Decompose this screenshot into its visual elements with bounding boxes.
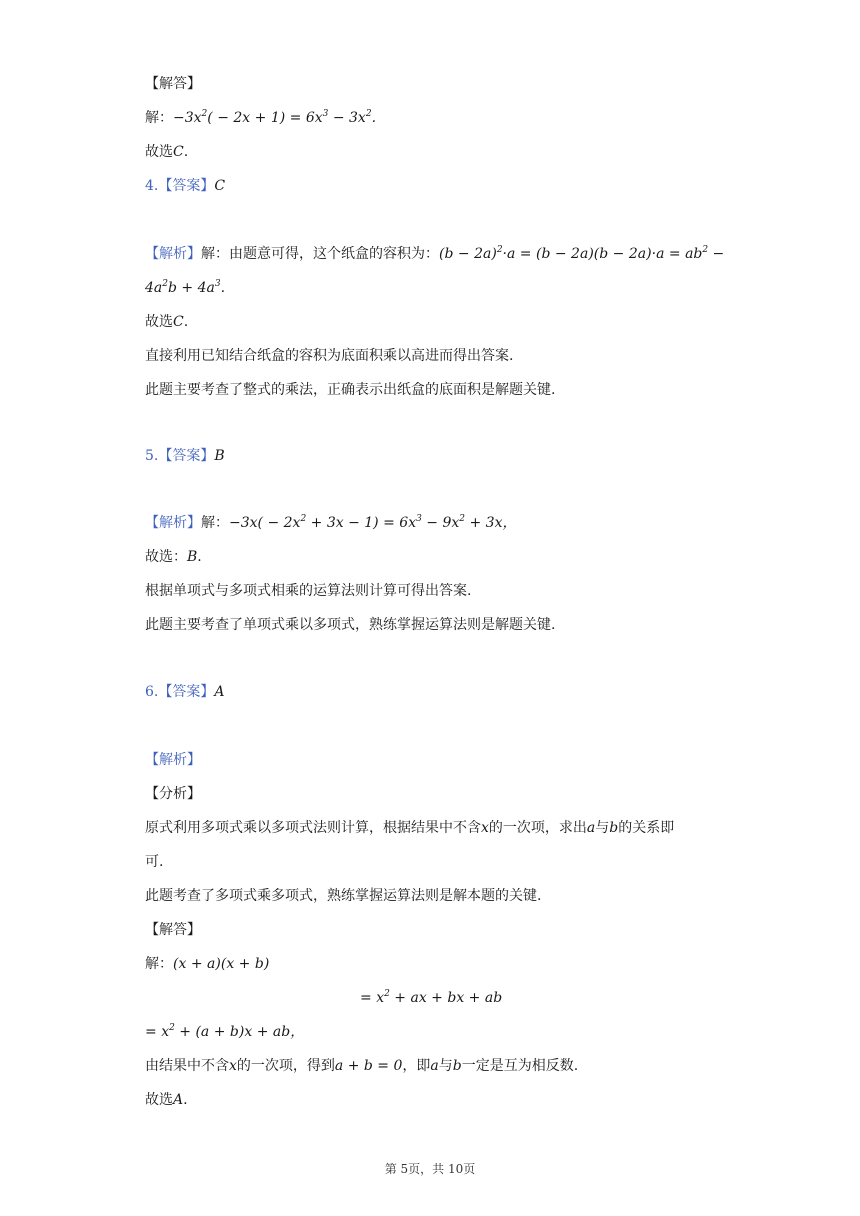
var-a: a bbox=[430, 1058, 439, 1074]
q4-answer-line bbox=[145, 176, 225, 196]
var-x: x bbox=[481, 820, 489, 836]
q5-choice-letter: B bbox=[187, 549, 198, 565]
page-footer: 第 5页，共 10页 bbox=[384, 1162, 476, 1176]
q6-solution-line-2 bbox=[360, 988, 502, 1008]
q5-jiexi-tag: 【解析】 bbox=[145, 515, 201, 531]
period: . bbox=[197, 549, 202, 565]
q5-answer-letter: B bbox=[214, 448, 225, 464]
q4-jiexi-tag: 【解析】 bbox=[145, 246, 201, 262]
var-b: b bbox=[609, 820, 619, 836]
q4-analysis-text: 解：由题意可得，这个纸盒的容积为： bbox=[201, 246, 439, 262]
q6-answer-letter: A bbox=[214, 684, 225, 700]
text: 与 bbox=[438, 1058, 453, 1074]
q4-answer-letter: C bbox=[214, 178, 226, 194]
q6-math-3: = $x^2 + (a + b)x$ + ab， bbox=[145, 1023, 305, 1040]
label-jie: 解： bbox=[145, 956, 173, 972]
var-x: x bbox=[229, 1058, 237, 1074]
period: . bbox=[183, 144, 189, 160]
q6-answer-tag: 【答案】 bbox=[158, 684, 215, 700]
var-a: a bbox=[586, 820, 596, 836]
q6-number: 6. bbox=[145, 684, 159, 700]
text: 的关系即 bbox=[618, 820, 675, 836]
q5-answer-line bbox=[145, 446, 225, 466]
heading-jieda: 【解答】 bbox=[145, 76, 201, 92]
text: 的一次项，求出 bbox=[488, 820, 587, 836]
text: 的一次项，得到 bbox=[236, 1058, 335, 1074]
label-guxuan: 故选 bbox=[145, 144, 173, 160]
q6-choice-letter: A bbox=[173, 1092, 184, 1108]
q6-solution-line-4 bbox=[145, 1056, 578, 1076]
text: 原式利用多项式乘以多项式法则计算，根据结果中不含 bbox=[145, 820, 481, 836]
q4-math-2: $4a^2b + 4a^3$. bbox=[145, 279, 226, 296]
q4-choice-line bbox=[145, 312, 188, 332]
q4-analysis-line-2 bbox=[145, 278, 225, 298]
q6-choice-line bbox=[145, 1090, 188, 1110]
text: 一定是互为相反数. bbox=[461, 1058, 579, 1074]
text: 由结果中不含 bbox=[145, 1058, 229, 1074]
q6-summary-text: 此题考查了多项式乘多项式，熟练掌握运算法则是解本题的关键. bbox=[145, 888, 542, 904]
q5-summary-text: 此题主要考查了单项式乘以多项式，熟练掌握运算法则是解题关键. bbox=[145, 617, 556, 633]
q4-choice-letter: C bbox=[173, 314, 184, 330]
q5-math-1: $-3x( - 2x^2 + 3x - 1) = 6x^3 - 9x^2 + 3x$， bbox=[229, 514, 517, 531]
q4-summary-text: 此题主要考查了整式的乘法，正确表示出纸盒的底面积是解题关键. bbox=[145, 382, 556, 398]
q6-analysis-line-2: 可. bbox=[145, 854, 164, 870]
q6-solution-line-1 bbox=[145, 954, 269, 974]
var-b: b bbox=[452, 1058, 462, 1074]
q6-fenxi-tag: 【分析】 bbox=[145, 786, 201, 802]
period: . bbox=[183, 314, 189, 330]
q6-analysis-line-1 bbox=[145, 818, 674, 838]
q6-math-2: = $x^2$ + ax + bx + ab bbox=[360, 989, 503, 1006]
label-jie: 解： bbox=[145, 110, 173, 126]
q4-number: 4. bbox=[145, 178, 159, 194]
q5-analysis-line-1 bbox=[145, 513, 516, 533]
q5-method-text: 根据单项式与多项式相乘的运算法则计算可得出答案. bbox=[145, 583, 472, 599]
q5-answer-tag: 【答案】 bbox=[158, 448, 215, 464]
q6-math-1: (x + a)(x + b) bbox=[173, 956, 270, 972]
text: 与 bbox=[595, 820, 610, 836]
math-expression: $-3x^2( - 2x + 1) = 6x^3 - 3x^2$. bbox=[173, 109, 377, 126]
q6-answer-line bbox=[145, 682, 224, 702]
q4-analysis-line-1 bbox=[145, 244, 724, 264]
q4-math-1: $(b - 2a)^2\cdot a = (b - 2a)(b - 2a)\cdot a = ab^2$ − bbox=[439, 245, 725, 262]
period: . bbox=[183, 1092, 188, 1108]
q6-solution-line-3 bbox=[145, 1022, 304, 1042]
q4-answer-tag: 【答案】 bbox=[158, 178, 215, 194]
text: ，即 bbox=[402, 1058, 431, 1074]
q6-jiexi-tag: 【解析】 bbox=[145, 752, 201, 768]
q5-number: 5. bbox=[145, 448, 159, 464]
q4-method-text: 直接利用已知结合纸盒的容积为底面积乘以高进而得出答案. bbox=[145, 348, 514, 364]
label-guxuan: 故选 bbox=[145, 1092, 173, 1108]
answer-letter: C bbox=[173, 144, 184, 160]
label-jie: 解： bbox=[201, 515, 229, 531]
q5-choice-line bbox=[145, 547, 202, 567]
q6-math-4: a + b = 0 bbox=[334, 1058, 403, 1074]
label-guxuan: 故选 bbox=[145, 314, 173, 330]
q6-jieda-tag: 【解答】 bbox=[145, 922, 201, 938]
solution-line bbox=[145, 108, 376, 128]
label-guxuan: 故选： bbox=[145, 549, 187, 565]
choice-line bbox=[145, 142, 188, 162]
